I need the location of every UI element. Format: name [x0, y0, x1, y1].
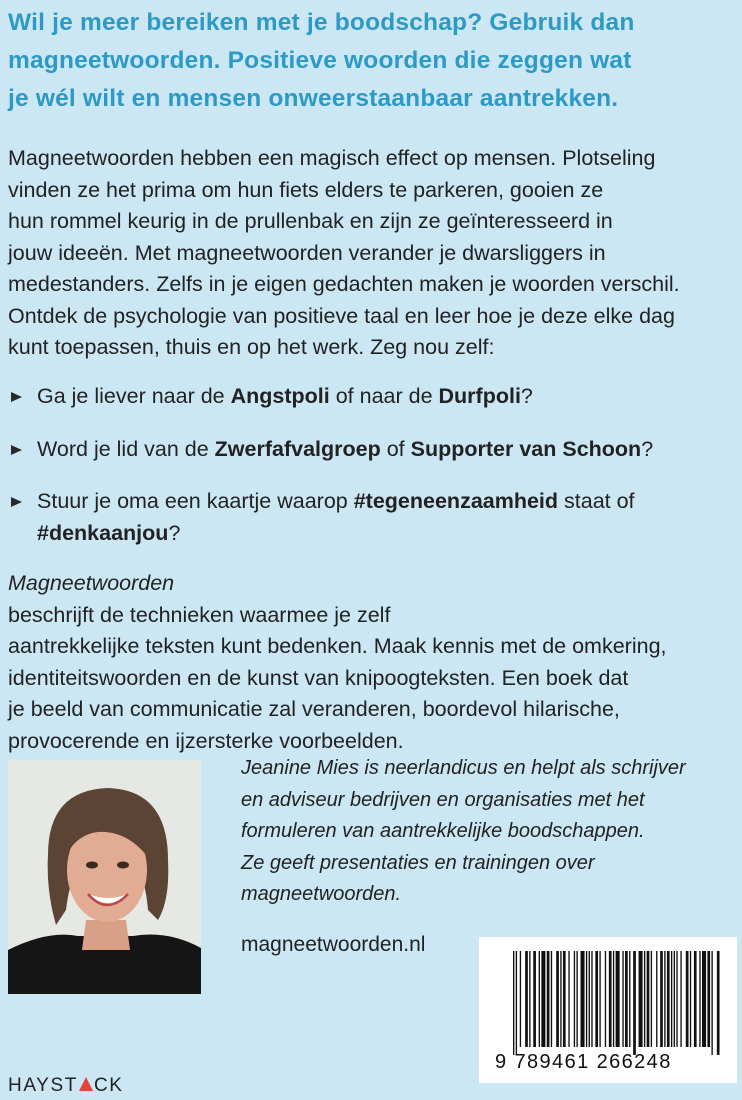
barcode-bar — [613, 951, 614, 1047]
barcode-bar — [533, 951, 536, 1047]
publisher-text: HAYST — [8, 1075, 78, 1096]
bio-line: formuleren van aantrekkelijke boodschappen. — [241, 820, 645, 842]
barcode-bar — [644, 951, 645, 1047]
barcode-bar — [586, 951, 587, 1047]
bio-line: Jeanine Mies is neerlandicus en helpt als schrijver — [241, 757, 686, 779]
triangle-a-icon — [79, 1077, 93, 1091]
barcode-bar — [660, 951, 663, 1047]
book-title: Magneetwoorden — [8, 571, 175, 595]
barcode-bar — [541, 951, 545, 1047]
intro-line: jouw ideeën. Met magneetwoorden verander je dwarsliggers in — [8, 240, 606, 265]
bullet-text: ? — [168, 520, 181, 545]
barcode-bar — [647, 951, 650, 1047]
headline — [8, 4, 733, 118]
description-line: aantrekkelijke teksten kunt bedenken. Maak kennis met de omkering, — [8, 634, 667, 658]
bullet-text: staat of — [558, 489, 635, 513]
barcode-bar — [671, 951, 672, 1047]
barcode-bar — [694, 951, 697, 1047]
barcode-bar — [711, 951, 712, 1055]
barcode-bar — [576, 951, 577, 1047]
barcode-bar — [676, 951, 677, 1047]
website-link[interactable]: magneetwoorden.nl — [241, 933, 426, 956]
bio-line: Ze geeft presentaties en trainingen over — [241, 851, 595, 874]
triangle-bullet-icon — [11, 392, 22, 402]
bullet-bold: Supporter van Schoon — [410, 436, 642, 461]
barcode-bar — [639, 951, 643, 1047]
intro-paragraph — [8, 143, 733, 364]
barcode-bar — [702, 951, 706, 1047]
intro-line: kunt toepassen, thuis en op het werk. Zeg nou zelf: — [8, 335, 495, 359]
barcode-bar — [529, 951, 530, 1047]
barcode-bar — [680, 951, 681, 1047]
intro-line: vinden ze het prima om hun fiets elders te parkeren, gooien ze — [8, 177, 604, 202]
bullet-list — [8, 381, 733, 570]
bullet-bold: #denkaanjou — [37, 520, 169, 545]
intro-line: Ontdek de psychologie van positieve taal en leer hoe je deze elke dag — [8, 303, 675, 328]
barcode-bar — [699, 951, 700, 1047]
barcode-bar — [651, 951, 652, 1047]
bullet-text: of naar de — [329, 384, 439, 408]
intro-line: medestanders. Zelfs in je eigen gedachten maken je woorden verschil. — [8, 272, 680, 296]
bullet-text: ? — [641, 436, 654, 461]
description-line — [8, 568, 733, 631]
headline-line: je wél wilt en mensen onweerstaanbaar aantrekken. — [8, 85, 619, 112]
intro-line: hun rommel keurig in de prullenbak en zijn ze geïnteresseerd in — [8, 209, 613, 233]
bullet-text: ? — [520, 384, 533, 408]
publisher-text: CK — [93, 1075, 124, 1096]
barcode-bar — [622, 951, 623, 1047]
bullet-item — [8, 381, 733, 413]
description-line: provocerende en ijzersterke voorbeelden. — [8, 728, 404, 753]
barcode-bar — [563, 951, 566, 1047]
author-bio — [241, 753, 736, 911]
barcode-bar — [560, 951, 561, 1047]
bullet-line — [37, 434, 733, 466]
triangle-bullet-icon — [11, 445, 22, 455]
barcode-bar — [599, 951, 600, 1047]
barcode-bar — [525, 951, 528, 1047]
description-line: je beeld van communicatie zal veranderen, boordevol hilarische, — [8, 697, 620, 721]
description-paragraph — [8, 568, 733, 757]
barcode-bar — [595, 951, 598, 1047]
barcode-bar — [574, 951, 575, 1047]
barcode-bar — [674, 951, 675, 1047]
intro-line: Magneetwoorden hebben een magisch effect op mensen. Plotseling — [8, 146, 656, 170]
bullet-text: Ga je liever naar de — [37, 384, 231, 408]
headline-line: Wil je meer bereiken met je boodschap? Gebruik dan — [8, 9, 635, 36]
barcode-bar — [664, 951, 665, 1047]
isbn-digits: 9 789461 266248 — [495, 1051, 672, 1073]
barcode-bar — [539, 951, 540, 1047]
triangle-bullet-icon — [11, 497, 22, 507]
barcode-bar — [609, 951, 612, 1047]
description-text: beschrijft de technieken waarmee je zelf — [8, 602, 391, 627]
barcode-bar — [629, 951, 630, 1047]
barcode-bar — [516, 951, 517, 1055]
publisher-logo — [8, 1074, 124, 1098]
description-line: identiteitswoorden en de kunst van knipoogteksten. Een boek dat — [8, 665, 629, 690]
barcode-bar — [690, 951, 691, 1047]
bullet-line — [37, 518, 733, 550]
bio-line: en adviseur bedrijven en organisaties met het — [241, 788, 645, 811]
barcode-bar — [551, 951, 552, 1047]
barcode-bar — [625, 951, 628, 1047]
barcode-bar — [605, 951, 606, 1047]
barcode-bar — [568, 951, 569, 1047]
barcode-bar — [656, 951, 657, 1047]
barcode-bar — [547, 951, 550, 1047]
barcode-bar — [591, 951, 592, 1047]
barcode-bar — [633, 951, 636, 1055]
bio-line: magneetwoorden. — [241, 883, 402, 905]
barcode-bar — [513, 951, 514, 1055]
bullet-item — [8, 486, 733, 549]
barcode-bar — [556, 951, 559, 1047]
bullet-item — [8, 434, 733, 466]
bullet-text: Word je lid van de — [37, 436, 215, 461]
bullet-bold: Angstpoli — [230, 384, 330, 408]
bullet-line — [37, 486, 733, 518]
bullet-text: Stuur je oma een kaartje waarop — [37, 489, 354, 513]
barcode — [479, 937, 737, 1083]
author-portrait-illustration — [8, 760, 201, 994]
bullet-bold: #tegeneenzaamheid — [353, 489, 559, 513]
bullet-bold: Zwerfafvalgroep — [214, 436, 381, 461]
barcode-bar — [717, 951, 720, 1055]
bullet-bold: Durfpoli — [438, 384, 521, 408]
author-photo — [8, 760, 201, 994]
bullet-line — [37, 381, 733, 413]
barcode-bar — [707, 951, 710, 1047]
barcode-bar — [520, 951, 521, 1047]
barcode-bar — [667, 951, 670, 1047]
barcode-bar — [581, 951, 585, 1047]
barcode-bar — [616, 951, 620, 1047]
bullet-text: of — [380, 436, 411, 461]
barcode-bar — [686, 951, 689, 1047]
headline-line: magneetwoorden. Positieve woorden die zeggen wat — [8, 47, 632, 74]
barcode-bar — [589, 951, 590, 1047]
